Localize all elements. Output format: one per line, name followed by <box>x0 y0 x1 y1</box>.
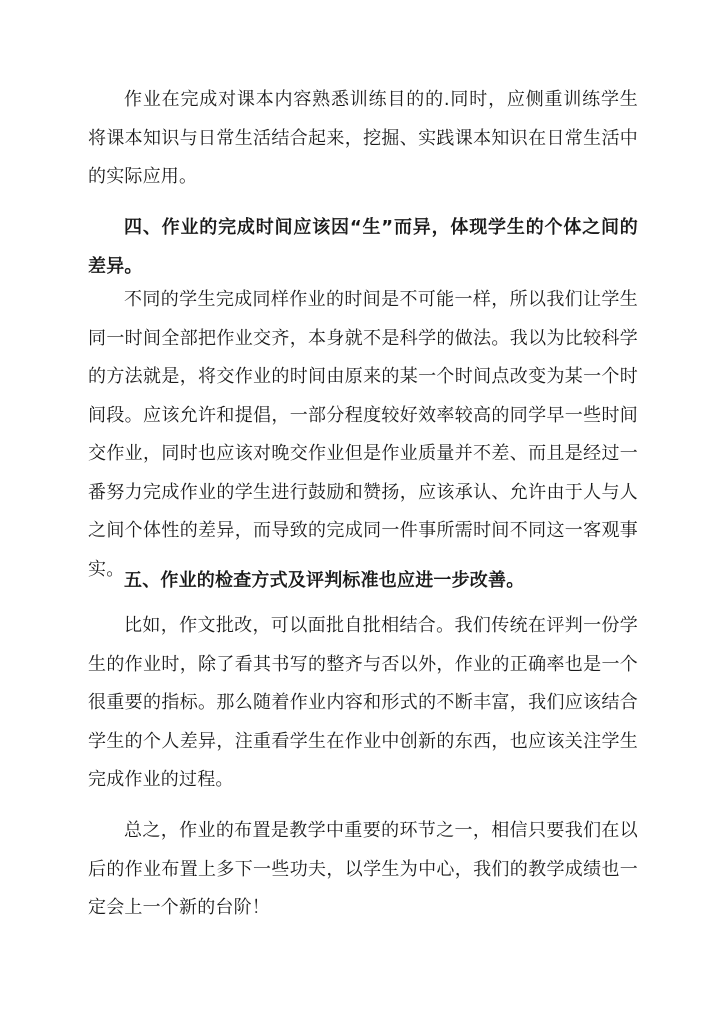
paragraph-conclusion: 总之，作业的布置是教学中重要的环节之一，相信只要我们在以后的作业布置上多下一些功夫，以学生为中心，我们的教学成绩也一定会上一个新的台阶！ <box>88 820 638 918</box>
paragraph-homework-purpose: 作业在完成对课本内容熟悉训练目的的.同时，应侧重训练学生将课本知识与日常生活结合起来，挖掘、实践课本知识在日常生活中的实际应用。 <box>88 89 638 187</box>
paragraph-completion-time: 不同的学生完成同样作业的时间是不可能一样，所以我们让学生同一时间全部把作业交齐，本身就不是科学的做法。我以为比较科学的方法就是，将交作业的时间由原来的某一个时间点改变为某一个时间段。应该允许和提倡，一部分程度较好效率较高的同学早一些时间交作业，同时也应该对晚交作业但是作业质量并不差、而且是经过一番努力完成作业的学生进行鼓励和赞扬，应该承认、允许由于人与人之间个体性的差异，而导致的完成同一件事所需时间不同这一客观事实。 <box>88 289 638 580</box>
paragraph-checking-methods: 比如，作文批改，可以面批自批相结合。我们传统在评判一份学生的作业时，除了看其书写的整齐与否以外，作业的正确率也是一个很重要的指标。那么随着作业内容和形式的不断丰富，我们应该结合学生的个人差异，注重看学生在作业中创新的东西，也应该关注学生完成作业的过程。 <box>88 615 638 790</box>
section-heading-five: 五、作业的检查方式及评判标准也应进一步改善。 <box>124 570 525 591</box>
section-heading-four: 四、作业的完成时间应该因“生”而异，体现学生的个体之间的差异。 <box>88 217 638 277</box>
